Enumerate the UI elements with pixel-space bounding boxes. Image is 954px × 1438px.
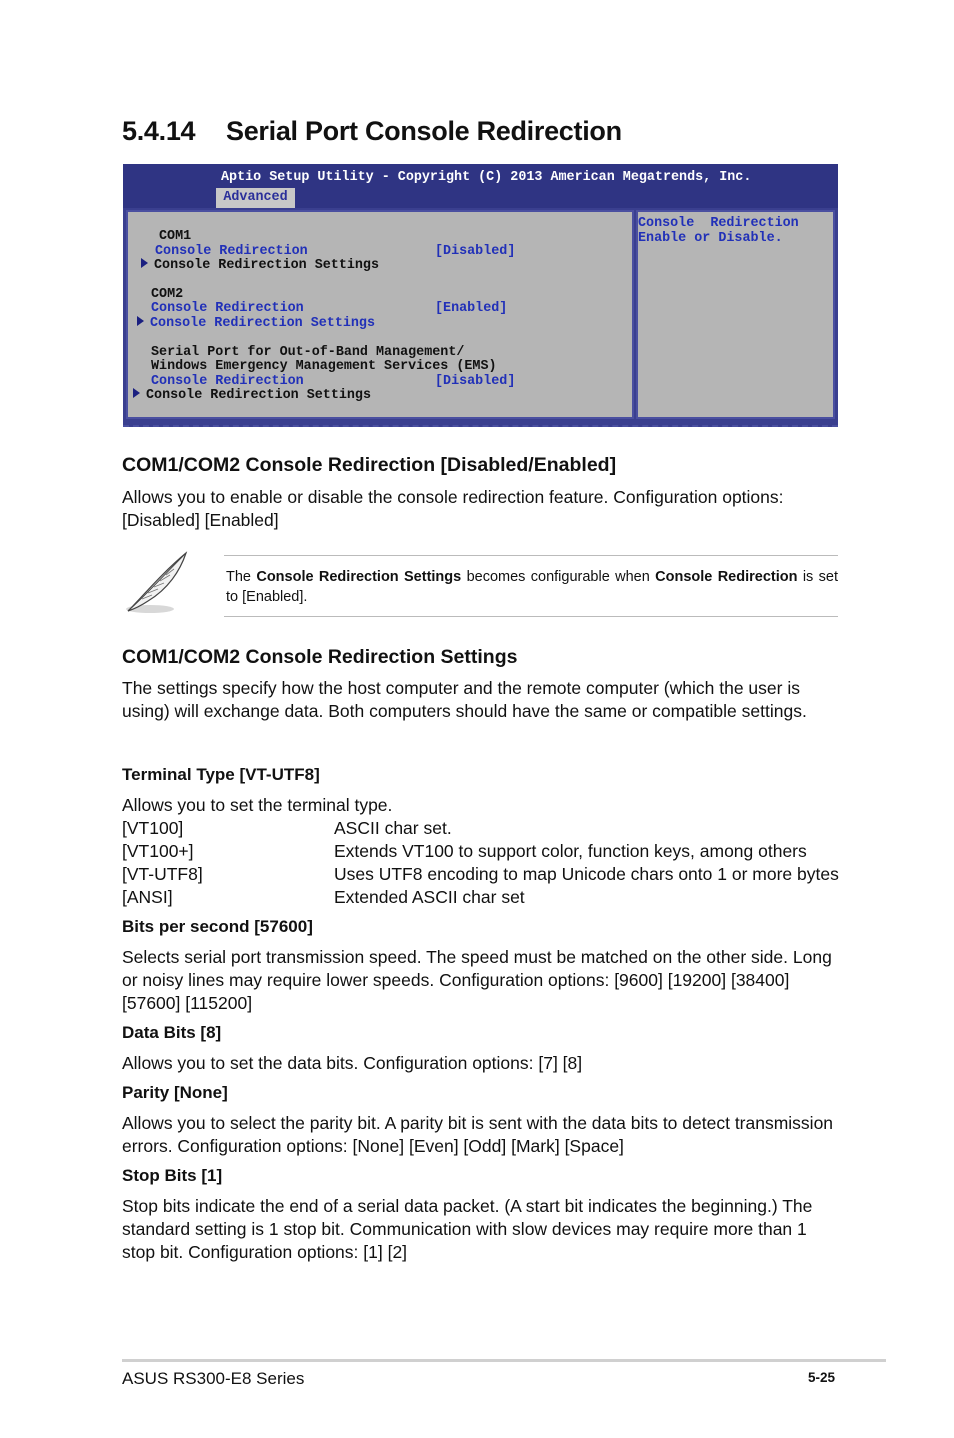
com-settings-heading: COM1/COM2 Console Redirection Settings [122, 646, 518, 668]
parity-heading: Parity [None] [122, 1083, 228, 1102]
footer-rule [122, 1359, 886, 1362]
com2-settings-label: Console Redirection Settings [150, 316, 375, 331]
section-title [122, 116, 622, 147]
help-text: Console Redirection Enable or Disable. [638, 216, 799, 246]
com1-label: COM1 [159, 229, 192, 244]
bios-bottom-divider [123, 425, 838, 427]
ems-settings-label: Console Redirection Settings [146, 388, 371, 403]
com-redirection-text: Allows you to enable or disable the console redirection feature. Configuration options: [Disabled] [Enabled] [122, 487, 784, 530]
section-title-text: Serial Port Console Redirection [226, 116, 622, 146]
com2-console-redirection[interactable]: Console Redirection [151, 301, 304, 316]
terminal-option-key: [VT100+] [122, 841, 194, 861]
page-number: 5-25 [808, 1370, 836, 1385]
terminal-option-desc: Extends VT100 to support color, function keys, among others [334, 841, 807, 861]
terminal-option-desc: Uses UTF8 encoding to map Unicode chars onto 1 or more bytes [334, 864, 839, 884]
ems-line2: Windows Emergency Management Services (EMS) [151, 359, 497, 374]
note-bold-1: Console Redirection Settings [256, 569, 462, 585]
parity-text: Allows you to select the parity bit. A parity bit is sent with the data bits to detect transmission errors. Configuration options: [None] [Even] [Odd] [Mark] [Space] [122, 1113, 834, 1156]
com-redirection-heading: COM1/COM2 Console Redirection [Disabled/Enabled] [122, 454, 617, 476]
note-bold-2: Console Redirection [655, 569, 798, 585]
stopbits-text: Stop bits indicate the end of a serial data packet. (A start bit indicates the beginning.) The standard setting is 1 stop bit. Communication with slow devices may require more than 1 stop bit. Configuration options: [1] [2] [122, 1196, 813, 1262]
com-settings-text: The settings specify how the host computer and the remote computer (which the user is using) will exchange data. Both computers should have the same or compatible settings. [122, 678, 807, 721]
bits-text: Selects serial port transmission speed. The speed must be matched on the other side. Long or noisy lines may require lower speeds. Configuration options: [9600] [19200] [38400] [57600] [115200] [122, 947, 832, 1013]
terminal-heading: Terminal Type [VT-UTF8] [122, 765, 320, 784]
terminal-option-key: [VT-UTF8] [122, 864, 203, 884]
terminal-option-desc: Extended ASCII char set [334, 887, 525, 907]
com1-settings-item[interactable] [141, 258, 379, 273]
ems-line1: Serial Port for Out-of-Band Management/ [151, 345, 465, 360]
submenu-arrow-icon [141, 258, 148, 268]
bios-main-panel [126, 210, 634, 419]
submenu-arrow-icon [133, 388, 140, 398]
footer-product: ASUS RS300-E8 Series [122, 1369, 305, 1388]
com2-settings-item[interactable] [137, 316, 375, 331]
section-number: 5.4.14 [122, 116, 196, 146]
com2-label: COM2 [151, 287, 184, 302]
ems-console-redirection-value[interactable]: [Disabled] [435, 374, 516, 389]
bios-header-text: Aptio Setup Utility - Copyright (C) 2013 American Megatrends, Inc. [221, 170, 752, 185]
databits-text: Allows you to set the data bits. Configuration options: [7] [8] [122, 1053, 583, 1073]
bios-help-panel [636, 210, 835, 419]
note-text: The Console Redirection Settings becomes configurable when Console Redirection is set to [Enabled]. [226, 569, 838, 605]
ems-console-redirection[interactable]: Console Redirection [151, 374, 304, 389]
bios-screen [123, 164, 838, 427]
note-box [224, 555, 838, 617]
com1-settings-label: Console Redirection Settings [154, 258, 379, 273]
com2-console-redirection-value[interactable]: [Enabled] [435, 301, 508, 316]
databits-heading: Data Bits [8] [122, 1023, 222, 1042]
ems-settings-item[interactable] [133, 388, 371, 403]
submenu-arrow-icon [137, 316, 144, 326]
stopbits-heading: Stop Bits [1] [122, 1166, 223, 1185]
terminal-option-key: [VT100] [122, 818, 184, 838]
com1-console-redirection-value[interactable]: [Disabled] [435, 244, 516, 259]
tab-advanced[interactable]: Advanced [216, 188, 295, 208]
terminal-option-desc: ASCII char set. [334, 818, 452, 838]
terminal-intro: Allows you to set the terminal type. [122, 795, 393, 815]
bits-heading: Bits per second [57600] [122, 917, 313, 936]
terminal-option-key: [ANSI] [122, 887, 173, 907]
feather-pen-icon [122, 549, 192, 619]
com1-console-redirection[interactable]: Console Redirection [155, 244, 308, 259]
